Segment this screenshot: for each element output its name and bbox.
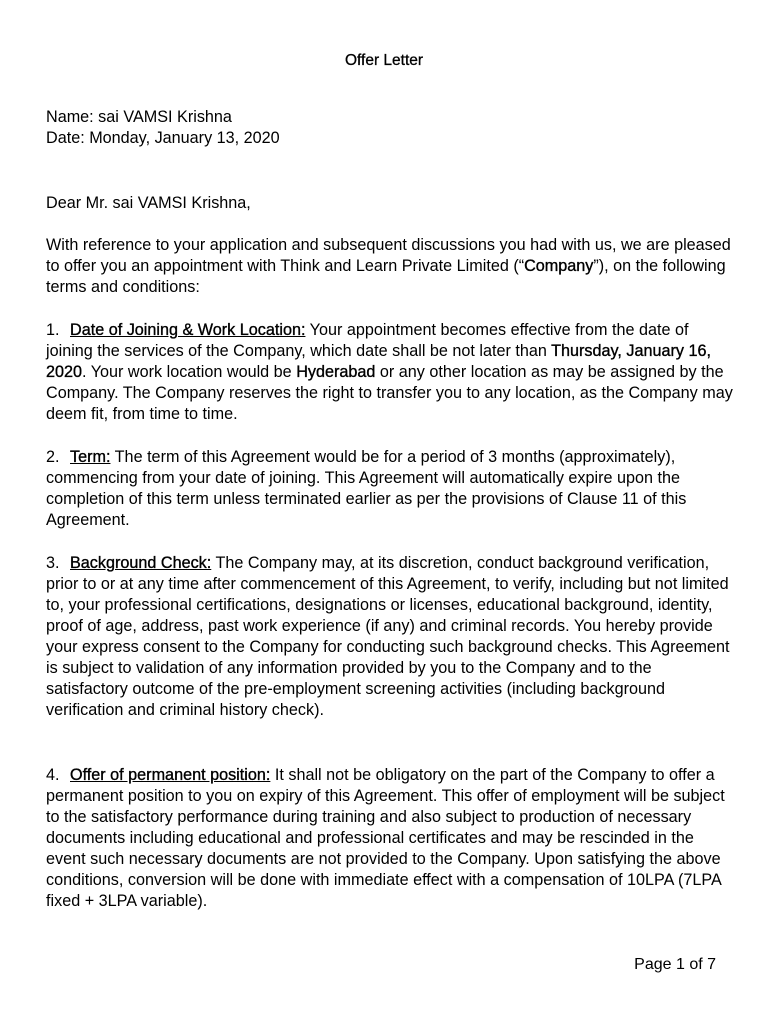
clause-2 (46, 447, 736, 531)
clause-4 (46, 765, 736, 912)
recipient-name: Name: sai VAMSI Krishna (46, 108, 232, 126)
clause-3 (46, 553, 736, 721)
clause-text: The term of this Agreement would be for a period of 3 months (approximately), commencing from your date of joining. This Agreement will automatically expire upon the completion of this term unless terminated earlier as per the provisions of Clause 11 of this Agreement. (46, 448, 687, 529)
clause-heading: Offer of permanent position: (70, 766, 271, 784)
intro-text-after: ”), on the following terms and conditions: (46, 257, 726, 296)
clause-heading: Term: (70, 448, 111, 466)
intro-paragraph (46, 235, 736, 298)
clause-1 (46, 320, 736, 425)
clause-heading: Date of Joining & Work Location: (70, 321, 306, 339)
salutation: Dear Mr. sai VAMSI Krishna, (46, 194, 251, 212)
clause-text: The Company may, at its discretion, conduct background verification, prior to or at any time after commencement of this Agreement, to verify, including but not limited to, your professional certifications, designations or licenses, educational background, identity, proof of age, address, past work experience (if any) and criminal records. You hereby provide your express consent to the Company for conducting such background checks. This Agreement is subject to validation of any information provided by you to the Company and to the satisfactory outcome of the pre-employment screening activities (including background verification and criminal history check). (46, 554, 730, 719)
letter-date: Date: Monday, January 13, 2020 (46, 129, 280, 147)
clause-number: 3. (46, 554, 60, 572)
clause-number: 1. (46, 321, 60, 339)
page-number: Page 1 of 7 (634, 956, 716, 973)
clause-number: 4. (46, 766, 60, 784)
intro-text-before: With reference to your application and subsequent discussions you had with us, we are pleased to offer you an appointment with Think and Learn Private Limited (“ (46, 236, 731, 275)
work-location: Hyderabad (296, 363, 376, 381)
clause-text: Your appointment becomes effective from the date of joining the services of the Company, which date shall be not later than (46, 321, 689, 360)
clause-number: 2. (46, 448, 60, 466)
recipient-meta (46, 107, 736, 149)
joining-date: Thursday, January 16, 2020 (46, 342, 711, 381)
document-title: Offer Letter (344, 52, 424, 69)
clause-text: . Your work location would be (82, 363, 297, 381)
clause-text: or any other location as may be assigned by the Company. The Company reserves the right to transfer you to any location, as the Company may deem fit, from time to time. (46, 363, 733, 423)
clause-text: It shall not be obligatory on the part of the Company to offer a permanent position to you on expiry of this Agreement. This offer of employment will be subject to the satisfactory performance during training and also subject to production of necessary documents including educational and professional certificates and may be rescinded in the event such necessary documents are not provided to the Company. Upon satisfying the above conditions, conversion will be done with immediate effect with a compensation of 10LPA (7LPA fixed + 3LPA variable). (46, 766, 725, 910)
intro-company-term: Company (524, 257, 594, 275)
clause-heading: Background Check: (70, 554, 212, 572)
